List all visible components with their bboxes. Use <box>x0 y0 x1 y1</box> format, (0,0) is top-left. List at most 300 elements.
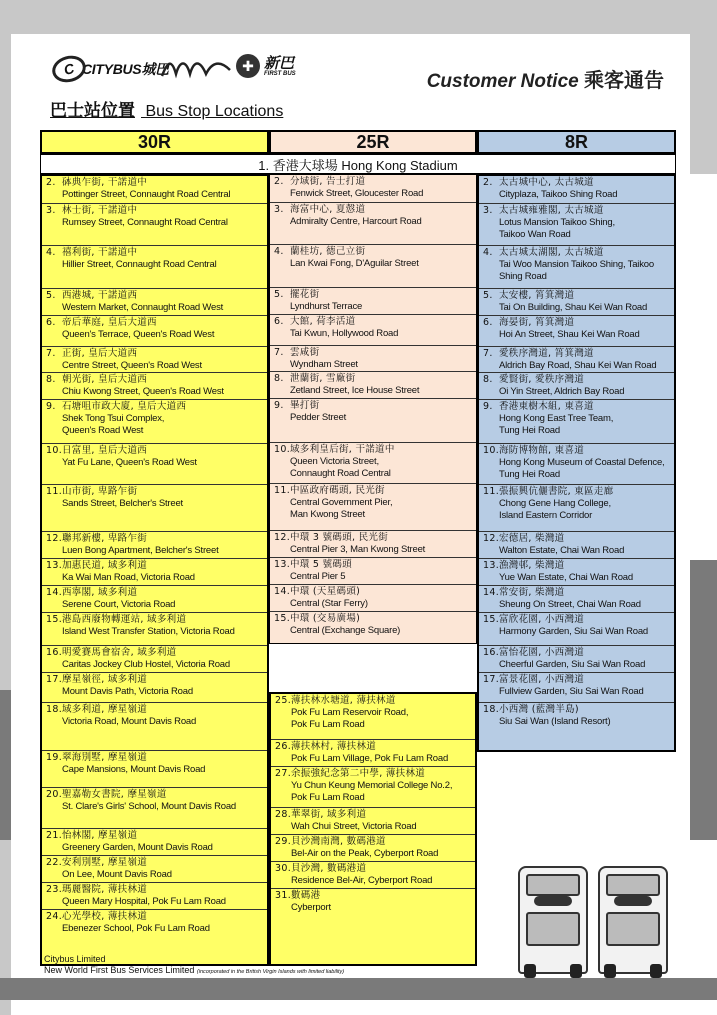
stop-name-zh: 10.海防博物館, 東喜道 <box>483 445 585 456</box>
frame-right-accent-top <box>690 34 717 174</box>
stop-name-en-line: Oi Yin Street, Aldrich Bay Road <box>499 386 625 397</box>
stop-name-en-line: Tung Hei Road <box>499 469 560 480</box>
stop-number: 4. <box>46 247 56 258</box>
stop-name-en <box>274 359 473 371</box>
bus-stop-row <box>42 315 267 346</box>
footer <box>44 954 344 978</box>
bus-stop-row <box>42 484 267 531</box>
bus-stop-row <box>270 584 476 611</box>
stop-number: 15. <box>274 613 291 624</box>
stop-number: 15. <box>46 614 63 625</box>
stop-name-zh: 17.摩星嶺徑, 域多利道 <box>46 674 148 685</box>
frame-left <box>0 0 11 1015</box>
citybus-logo-text: CITYBUS城巴 <box>82 61 169 77</box>
stop-name-en-line: Pedder Street <box>290 412 347 423</box>
stop-name-en <box>483 413 671 437</box>
bus-stop-row <box>270 314 476 345</box>
stop-number: 7. <box>46 348 56 359</box>
stop-name-en-line: Pok Fu Lam Reservoir Road, <box>291 707 409 718</box>
stop-number: 2. <box>46 177 56 188</box>
stop-name-zh: 17.富景花園, 小西灣道 <box>483 674 585 685</box>
stop-name-en-line: Shek Tong Tsui Complex, <box>62 413 165 424</box>
wave-logo-icon <box>160 56 232 80</box>
footer-incorporation-note: (incorporated in the British Virgin Islands with limited liability) <box>196 969 345 975</box>
stop-name-en-line: Tai On Building, Shau Kei Wan Road <box>499 302 648 313</box>
bus-stop-row <box>270 345 476 371</box>
stop-name-en <box>46 896 264 908</box>
stop-name-en-line: Hong Kong East Tree Team, <box>499 413 614 424</box>
stop-name-en <box>46 302 264 314</box>
stop-name-zh: 25.薄扶林水塘道, 薄扶林道 <box>275 695 396 706</box>
stop-name-en <box>483 545 671 557</box>
stop-name-zh: 16.富怡花園, 小西灣道 <box>483 647 585 658</box>
stop-name-en <box>275 902 472 914</box>
stop-name-en <box>274 456 473 480</box>
stop-name-zh: 2. 分域街, 告士打道 <box>274 176 366 187</box>
stop-name-en-line: Taikoo Wan Road <box>499 229 571 240</box>
stop-name-en <box>274 497 473 521</box>
stop-name-en <box>275 780 472 804</box>
stop-number: 25. <box>275 695 292 706</box>
nwfb-logo-zh: 新巴 <box>264 54 295 72</box>
bus-stop-row <box>479 288 674 315</box>
stop-name-en <box>46 259 264 271</box>
stop-name-zh: 11.山市街, 卑路乍街 <box>46 486 138 497</box>
stop-name-zh: 9. 畢打街 <box>274 400 320 411</box>
bus-stop-row <box>479 558 674 585</box>
stop-name-en <box>274 328 473 340</box>
stop-name-en-line: Central Pier 3, Man Kwong Street <box>290 544 426 555</box>
stop-name-en <box>46 545 264 557</box>
bus-stop-row <box>270 398 476 442</box>
stop-name-en-line: St. Clare's Girls' School, Mount Davis Road <box>62 801 237 812</box>
stop-name-en-line: Island Eastern Corridor <box>499 510 593 521</box>
customer-notice-title <box>427 64 664 93</box>
stop-number: 8. <box>483 374 493 385</box>
bus-stop-row <box>42 612 267 645</box>
bus-stop-row <box>42 399 267 443</box>
stop-name-zh: 8. 朝光街, 皇后大道西 <box>46 374 148 385</box>
stop-name-en-line: Pok Fu Lam Village, Pok Fu Lam Road <box>291 753 449 764</box>
stop-number: 18. <box>46 704 63 715</box>
route-header-25r: 25R <box>269 130 477 154</box>
stop-number: 17. <box>46 674 63 685</box>
stop-number: 6. <box>46 317 56 328</box>
stop-name-en <box>483 457 671 481</box>
stop-name-en <box>46 923 264 935</box>
route-25r-stops <box>269 174 477 644</box>
stop-name-en <box>483 498 671 522</box>
stop-name-en <box>483 686 671 698</box>
stop-name-en <box>483 572 671 584</box>
stop-number: 18. <box>483 704 500 715</box>
stop-name-zh: 14.西寧閣, 域多利道 <box>46 587 138 598</box>
stop-name-en <box>483 259 671 283</box>
stop-name-en <box>483 217 671 241</box>
stop-name-en <box>483 386 671 398</box>
stop-number: 16. <box>46 647 63 658</box>
stop-name-zh: 16.明愛賽馬會宿舍, 域多利道 <box>46 647 177 658</box>
stop-name-zh: 22.安利別墅, 摩星嶺道 <box>46 857 148 868</box>
stop-number: 5. <box>274 289 284 300</box>
stop-name-zh: 5. 太安樓, 筲箕灣道 <box>483 290 575 301</box>
frame-top <box>0 0 717 34</box>
stop-name-en <box>275 821 472 833</box>
stop-name-en-line: Chong Gene Hang College, <box>499 498 611 509</box>
stop-number: 9. <box>46 401 56 412</box>
stop-name-zh: 15.中環 (交易廣場) <box>274 613 361 624</box>
stop-name-en <box>46 842 264 854</box>
stop-name-zh: 30.貝沙灣, 數碼港道 <box>275 863 367 874</box>
stop-name-en <box>275 707 472 731</box>
stop-name-zh: 24.心光學校, 薄扶林道 <box>46 911 148 922</box>
stop-name-en-line: Tung Hei Road <box>499 425 560 436</box>
stop-name-en-line: Wah Chui Street, Victoria Road <box>291 821 417 832</box>
stop-number: 9. <box>274 400 284 411</box>
stop-number: 16. <box>483 647 500 658</box>
stop-name-en-line: Fullview Garden, Siu Sai Wan Road <box>499 686 644 697</box>
bus-stop-row <box>270 442 476 483</box>
stop-name-en <box>46 386 264 398</box>
stop-number: 7. <box>483 348 493 359</box>
stop-name-zh: 7. 正街, 皇后大道西 <box>46 348 138 359</box>
stop-name-en-line: Central (Star Ferry) <box>290 598 368 609</box>
bus-stop-row <box>270 202 476 244</box>
bus-stop-row <box>271 861 475 888</box>
bus-stop-row <box>42 558 267 585</box>
bus-stop-row <box>270 371 476 398</box>
bus-stop-row <box>271 739 475 766</box>
stop-name-zh: 4. 太古城太湖閣, 太古城道 <box>483 247 604 258</box>
stop-name-en-line: Queen Victoria Street, <box>290 456 379 467</box>
stop-number: 6. <box>483 317 493 328</box>
stop-name-zh: 14.常安街, 柴灣道 <box>483 587 565 598</box>
stop-number: 29. <box>275 836 292 847</box>
stop-name-en-line: Cape Mansions, Mount Davis Road <box>62 764 206 775</box>
stop-name-en <box>274 385 473 397</box>
route-header-8r: 8R <box>477 130 676 154</box>
stop-name-zh: 2. 砵典乍街, 干諾道中 <box>46 177 148 188</box>
frame-left-accent <box>0 690 11 840</box>
stop-number: 12. <box>46 533 63 544</box>
stop-name-en <box>274 188 473 200</box>
stop-name-en <box>483 599 671 611</box>
bus-stop-row <box>42 645 267 672</box>
stop-number: 3. <box>483 205 493 216</box>
stop-name-zh: 7. 愛秩序灣道, 筲箕灣道 <box>483 348 594 359</box>
stop-name-en-line: Zetland Street, Ice House Street <box>290 385 420 396</box>
stop-name-en-line: Victoria Road, Mount Davis Road <box>62 716 197 727</box>
stop-name-zh: 10.日富里, 皇后大道西 <box>46 445 148 456</box>
stop-name-en-line: Island West Transfer Station, Victoria Road <box>62 626 235 637</box>
bus-stop-row <box>479 645 674 672</box>
section-title <box>50 96 283 121</box>
bus-stop-row <box>479 315 674 346</box>
stop-name-en-line: Luen Bong Apartment, Belcher's Street <box>62 545 219 556</box>
bus-stop-row <box>42 702 267 750</box>
stop-name-zh: 14.中環 (天星碼頭) <box>274 586 361 597</box>
citybus-oval-icon: C <box>49 52 89 86</box>
bus-stop-row <box>42 531 267 558</box>
bus-stop-row <box>479 203 674 245</box>
bus-stop-row <box>270 175 476 202</box>
notice-title-zh: 乘客通告 <box>584 70 664 92</box>
bus-stop-row <box>479 245 674 288</box>
stop-name-en <box>483 189 671 201</box>
stop-name-en-line: Admiralty Centre, Harcourt Road <box>290 216 422 227</box>
stop-name-zh: 11.中區政府碼頭, 民光街 <box>274 485 385 496</box>
route-8r-stops <box>477 174 676 752</box>
stop-name-en <box>46 599 264 611</box>
bus-stop-row <box>42 787 267 828</box>
stop-name-en <box>274 301 473 313</box>
stop-name-zh: 9. 香港東樹木組, 東喜道 <box>483 401 594 412</box>
stop-name-en <box>46 801 264 813</box>
stop-number: 3. <box>274 204 284 215</box>
stop-number: 10. <box>274 444 291 455</box>
stop-name-en <box>46 686 264 698</box>
bus-stop-row <box>479 372 674 399</box>
bus-stop-row <box>42 245 267 288</box>
stop-name-en-line: Ebenezer School, Pok Fu Lam Road <box>62 923 210 934</box>
stop-name-en <box>46 572 264 584</box>
bus-stop-row <box>270 611 476 645</box>
stop-number: 15. <box>483 614 500 625</box>
stop-name-en-line: Pok Fu Lam Road <box>291 719 365 730</box>
stop-name-en <box>46 189 264 201</box>
bus-stop-row <box>479 702 674 752</box>
stop-name-zh: 18.小西灣 (藍灣半島) <box>483 704 579 715</box>
bus-stop-row <box>270 530 476 557</box>
notice-title-en: Customer Notice <box>426 71 579 92</box>
stop-name-en-line: Serene Court, Victoria Road <box>62 599 176 610</box>
stop-name-en <box>46 764 264 776</box>
stop-name-en <box>275 753 472 765</box>
stop-number: 30. <box>275 863 292 874</box>
stop-name-en-line: Siu Sai Wan (Island Resort) <box>499 716 611 727</box>
stop-number: 9. <box>483 401 493 412</box>
stop-name-zh: 7. 雲咸街 <box>274 347 320 358</box>
stop-number: 2. <box>483 177 493 188</box>
route-30r-stops <box>40 174 269 966</box>
stop-name-en <box>274 412 473 424</box>
stop-name-en-line: Residence Bel-Air, Cyberport Road <box>291 875 433 886</box>
stop-number: 12. <box>274 532 291 543</box>
bus-stop-row <box>479 399 674 443</box>
stop-name-zh: 12.宏德居, 柴灣道 <box>483 533 565 544</box>
stop-name-en <box>46 869 264 881</box>
stop-number: 10. <box>483 445 500 456</box>
bus-stop-row <box>479 612 674 645</box>
stop-number: 13. <box>46 560 63 571</box>
stop-name-zh: 6. 大館, 荷李活道 <box>274 316 356 327</box>
stop-number: 11. <box>46 486 63 497</box>
stop-number: 5. <box>483 290 493 301</box>
stop-name-en-line: Lan Kwai Fong, D'Aguilar Street <box>290 258 419 269</box>
stop-name-zh: 4. 蘭桂坊, 德己立街 <box>274 246 366 257</box>
stop-name-en <box>483 329 671 341</box>
stop-name-zh: 11.張振興伉儷書院, 東區走廊 <box>483 486 614 497</box>
stop-name-zh: 13.漁灣邨, 柴灣道 <box>483 560 565 571</box>
footer-company-2: New World First Bus Services Limited <box>44 965 195 975</box>
shared-stop-hong-kong-stadium: 1. 香港大球場 Hong Kong Stadium <box>40 154 676 174</box>
stop-name-zh: 8. 愛賢街, 愛秩序灣道 <box>483 374 585 385</box>
stop-name-en <box>483 302 671 314</box>
stop-name-zh: 21.怡林閣, 摩星嶺道 <box>46 830 138 841</box>
stop-name-en-line: Lotus Mansion Taikoo Shing, <box>499 217 615 228</box>
stop-name-en-line: Ka Wai Man Road, Victoria Road <box>62 572 195 583</box>
stop-name-en <box>46 457 264 469</box>
stop-name-zh: 29.貝沙灣南灣, 數碼港道 <box>275 836 386 847</box>
bus-stop-row <box>270 287 476 314</box>
bus-stop-row <box>479 484 674 531</box>
stop-name-zh: 12.中環 3 號碼頭, 民光街 <box>274 532 389 543</box>
stop-name-en-line: Shing Road <box>499 271 547 282</box>
stop-name-en-line: Western Market, Connaught Road West <box>62 302 224 313</box>
stop-name-en-line: Walton Estate, Chai Wan Road <box>499 545 625 556</box>
stop-name-zh: 2. 太古城中心, 太古城道 <box>483 177 594 188</box>
stop-name-zh: 9. 石塘咀市政大廈, 皇后大道西 <box>46 401 187 412</box>
stop-number: 13. <box>483 560 500 571</box>
stop-name-en-line: Central Government Pier, <box>290 497 393 508</box>
footer-company-1: Citybus Limited <box>44 954 106 964</box>
stop-name-zh: 31.數碼港 <box>275 890 321 901</box>
stop-number: 23. <box>46 884 63 895</box>
stop-number: 28. <box>275 809 292 820</box>
stop-name-zh: 13.中環 5 號碼頭 <box>274 559 352 570</box>
citybus-logo <box>52 56 169 82</box>
stop-name-zh: 19.翠海別墅, 摩星嶺道 <box>46 752 148 763</box>
stop-name-zh: 6. 海晏街, 筲箕灣道 <box>483 317 575 328</box>
stop-name-en-line: Rumsey Street, Connaught Road Central <box>62 217 228 228</box>
stop-name-zh: 28.華翠街, 域多利道 <box>275 809 367 820</box>
bus-stop-row <box>42 750 267 787</box>
stop-name-en <box>46 360 264 372</box>
bus-stop-row <box>42 346 267 372</box>
bus-illustration <box>510 866 680 978</box>
stop-name-en-line: Queen Mary Hospital, Pok Fu Lam Road <box>62 896 226 907</box>
stop-number: 11. <box>483 486 500 497</box>
bus-stop-row <box>42 443 267 484</box>
stop-number: 14. <box>483 587 500 598</box>
bus-stop-row <box>271 807 475 834</box>
stop-name-en <box>274 598 473 610</box>
bus-stop-row <box>42 882 267 909</box>
route-header-30r: 30R <box>40 130 269 154</box>
stop-name-zh: 3. 林士街, 干諾道中 <box>46 205 138 216</box>
stop-name-en <box>46 626 264 638</box>
stop-name-en-line: Fenwick Street, Gloucester Road <box>290 188 424 199</box>
route-25r-lower-stops <box>269 692 477 966</box>
stop-number: 27. <box>275 768 292 779</box>
stop-name-en-line: Yat Fu Lane, Queen's Road West <box>62 457 197 468</box>
stop-name-zh: 5. 擺花街 <box>274 289 320 300</box>
stop-number: 22. <box>46 857 63 868</box>
bus-stop-row <box>270 483 476 530</box>
stop-name-en-line: Yu Chun Keung Memorial College No.2, <box>291 780 453 791</box>
stop-name-en-line: Greenery Garden, Mount Davis Road <box>62 842 213 853</box>
bus-stop-row <box>271 694 475 739</box>
section-title-en: Bus Stop Locations <box>145 103 284 120</box>
bus-stop-row <box>479 531 674 558</box>
stop-name-en <box>46 659 264 671</box>
nwfb-logo-en: FIRST BUS <box>264 70 296 77</box>
stop-name-zh: 3. 海富中心, 夏慤道 <box>274 204 366 215</box>
stop-name-en-line: Mount Davis Path, Victoria Road <box>62 686 193 697</box>
stop-number: 21. <box>46 830 63 841</box>
stop-name-zh: 27.余振強紀念第二中學, 薄扶林道 <box>275 768 426 779</box>
nwfb-circle-icon: ✚ <box>236 54 260 78</box>
stop-number: 5. <box>46 290 56 301</box>
stop-number: 31. <box>275 890 292 901</box>
stop-name-zh: 15.港島西廢物轉運站, 域多利道 <box>46 614 187 625</box>
stop-name-en-line: Wyndham Street <box>290 359 358 370</box>
stop-name-en-line: Pottinger Street, Connaught Road Central <box>62 189 231 200</box>
bus-stop-row <box>42 855 267 882</box>
bus-stop-row <box>271 766 475 807</box>
stop-name-en-line: Connaught Road Central <box>290 468 391 479</box>
bus-stop-row <box>42 672 267 702</box>
stop-name-en-line: Bel-Air on the Peak, Cyberport Road <box>291 848 439 859</box>
stop-name-en <box>274 216 473 228</box>
stop-name-en <box>274 571 473 583</box>
bus-front-icon <box>518 866 588 974</box>
stop-name-en <box>274 625 473 637</box>
bus-stop-row <box>42 585 267 612</box>
stop-name-en-line: Tai Kwun, Hollywood Road <box>290 328 399 339</box>
stop-number: 2. <box>274 176 284 187</box>
stop-name-zh: 4. 禧利街, 干諾道中 <box>46 247 138 258</box>
stop-number: 8. <box>46 374 56 385</box>
stop-number: 14. <box>46 587 63 598</box>
stop-name-zh: 23.瑪麗醫院, 薄扶林道 <box>46 884 148 895</box>
stop-name-zh: 10.域多利皇后街, 干諾道中 <box>274 444 395 455</box>
bus-stop-row <box>42 828 267 855</box>
stop-name-zh: 8. 泄蘭街, 雪廠街 <box>274 373 356 384</box>
stop-name-en-line: Chiu Kwong Street, Queen's Road West <box>62 386 224 397</box>
stop-name-zh: 26.薄扶林村, 薄扶林道 <box>275 741 377 752</box>
frame-bottom <box>0 978 717 1000</box>
stop-name-en-line: Hoi An Street, Shau Kei Wan Road <box>499 329 640 340</box>
section-title-zh: 巴士站位置 <box>50 101 135 120</box>
stop-number: 19. <box>46 752 63 763</box>
stop-number: 20. <box>46 789 63 800</box>
nwfb-logo <box>236 54 296 78</box>
bus-stop-row <box>42 176 267 203</box>
stop-name-en <box>46 413 264 437</box>
stop-name-en-line: Lyndhurst Terrace <box>290 301 363 312</box>
stop-name-zh: 3. 太古城雍雅閣, 太古城道 <box>483 205 604 216</box>
bus-stop-row <box>479 672 674 702</box>
stop-name-en <box>274 544 473 556</box>
stop-number: 4. <box>483 247 493 258</box>
stop-name-en <box>275 848 472 860</box>
stop-name-zh: 12.聯邦新樓, 卑路乍街 <box>46 533 148 544</box>
stop-name-en-line: Queen's Road West <box>62 425 144 436</box>
stop-number: 11. <box>274 485 291 496</box>
stop-number: 10. <box>46 445 63 456</box>
stop-number: 26. <box>275 741 292 752</box>
bus-stop-row <box>270 557 476 584</box>
stop-name-en-line: Queen's Terrace, Queen's Road West <box>62 329 215 340</box>
stop-number: 13. <box>274 559 291 570</box>
stop-name-en-line: Sheung On Street, Chai Wan Road <box>499 599 641 610</box>
stop-name-en-line: Central Pier 5 <box>290 571 346 582</box>
stop-number: 4. <box>274 246 284 257</box>
stop-name-en <box>46 217 264 229</box>
bus-stop-row <box>42 203 267 245</box>
stop-name-en-line: On Lee, Mount Davis Road <box>62 869 172 880</box>
